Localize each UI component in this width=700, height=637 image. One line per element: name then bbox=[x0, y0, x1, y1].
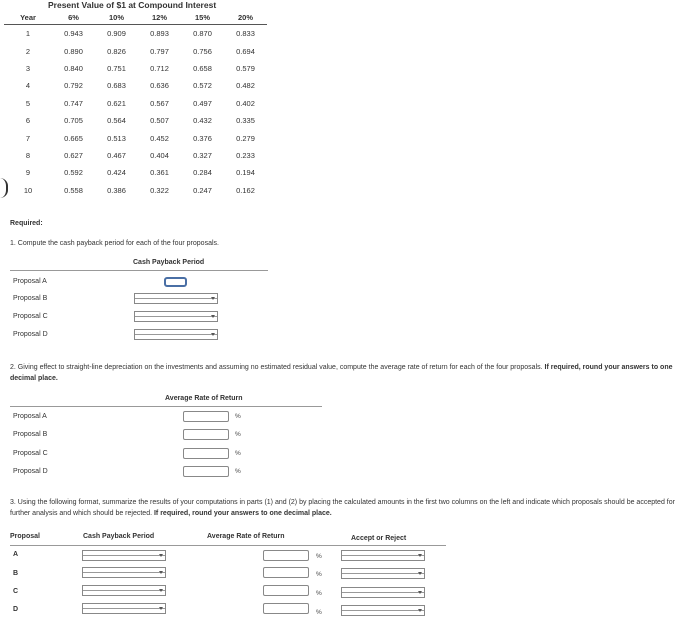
part1-proposal-a-input[interactable] bbox=[164, 277, 187, 287]
pv-cell: 0.694 bbox=[236, 46, 255, 56]
pv-cell: 4 bbox=[25, 81, 31, 91]
part1-proposal-c-label: Proposal C bbox=[13, 313, 48, 320]
part3-row-a-pct: % bbox=[316, 553, 322, 560]
part2-proposal-d-label: Proposal D bbox=[13, 468, 48, 475]
table-row bbox=[4, 77, 267, 94]
part3-row-c-accept-reject-select[interactable] bbox=[341, 587, 425, 598]
pv-header-12: 12% bbox=[138, 10, 181, 25]
part3-row-d-average-rate-input[interactable] bbox=[263, 603, 309, 614]
part3-row-c-pct: % bbox=[316, 590, 322, 597]
pv-cell: 0.497 bbox=[193, 98, 212, 108]
part3-header-average-rate: Average Rate of Return bbox=[207, 533, 285, 540]
pv-cell: 0.482 bbox=[236, 81, 255, 91]
pv-cell: 0.432 bbox=[193, 116, 212, 126]
part2-proposal-d-input[interactable] bbox=[183, 466, 229, 477]
pv-header-20: 20% bbox=[224, 10, 267, 25]
part1-question: 1. Compute the cash payback period for each of the four proposals. bbox=[10, 240, 219, 247]
pv-cell: 0.233 bbox=[236, 150, 255, 160]
part3-header-divider bbox=[10, 545, 446, 546]
part2-question bbox=[10, 362, 690, 384]
part3-header-proposal: Proposal bbox=[10, 533, 40, 540]
table-row bbox=[4, 182, 267, 199]
pv-header-year: Year bbox=[4, 10, 52, 25]
part1-proposal-b-label: Proposal B bbox=[13, 295, 48, 302]
pv-cell: 0.683 bbox=[107, 81, 126, 91]
part3-rounding-note: If required, round your answers to one decimal place. bbox=[153, 510, 332, 517]
pv-cell: 0.592 bbox=[64, 168, 83, 178]
table-row bbox=[4, 129, 267, 146]
part2-proposal-a-label: Proposal A bbox=[13, 413, 47, 420]
pv-cell: 0.467 bbox=[107, 150, 126, 160]
part3-row-b-average-rate-input[interactable] bbox=[263, 567, 309, 578]
pv-cell: 0.579 bbox=[236, 63, 255, 73]
pv-cell: 3 bbox=[25, 63, 31, 73]
pv-cell: 0.627 bbox=[64, 150, 83, 160]
part2-proposal-c-pct: % bbox=[235, 450, 241, 457]
part2-proposal-b-input[interactable] bbox=[183, 429, 229, 440]
pv-cell: 0.452 bbox=[150, 133, 169, 143]
part3-row-a-label: A bbox=[13, 551, 19, 558]
part3-row-d-cash-payback-select[interactable] bbox=[82, 603, 166, 614]
pv-cell: 0.361 bbox=[150, 168, 169, 178]
pv-cell: 0.386 bbox=[107, 185, 126, 195]
pv-cell: 0.658 bbox=[193, 63, 212, 73]
pv-cell: 0.194 bbox=[236, 168, 255, 178]
pv-cell: 2 bbox=[25, 46, 31, 56]
part3-row-c-cash-payback-select[interactable] bbox=[82, 585, 166, 596]
part2-column-header: Average Rate of Return bbox=[165, 395, 243, 402]
pv-cell: 0.712 bbox=[150, 63, 169, 73]
part2-header-divider bbox=[10, 406, 322, 407]
part1-proposal-c-select[interactable] bbox=[134, 311, 218, 322]
pv-cell: 0.564 bbox=[107, 116, 126, 126]
table-row bbox=[4, 25, 267, 43]
part3-row-d-accept-reject-select[interactable] bbox=[341, 605, 425, 616]
part3-row-b-label: B bbox=[13, 570, 19, 577]
pv-cell: 0.279 bbox=[236, 133, 255, 143]
pv-header-6: 6% bbox=[52, 10, 95, 25]
part2-proposal-c-label: Proposal C bbox=[13, 450, 48, 457]
pv-cell: 0.893 bbox=[150, 29, 169, 39]
pv-cell: 0.826 bbox=[107, 46, 126, 56]
pv-cell: 0.747 bbox=[64, 98, 83, 108]
pv-cell: 9 bbox=[25, 168, 31, 178]
pv-cell: 0.327 bbox=[193, 150, 212, 160]
pv-header-10: 10% bbox=[95, 10, 138, 25]
part2-proposal-c-input[interactable] bbox=[183, 448, 229, 459]
pv-cell: 10 bbox=[23, 185, 33, 195]
pv-cell: 6 bbox=[25, 116, 31, 126]
pv-cell: 1 bbox=[25, 29, 31, 39]
pv-cell: 7 bbox=[25, 133, 31, 143]
table-row bbox=[4, 42, 267, 59]
pv-cell: 0.335 bbox=[236, 116, 255, 126]
pv-cell: 0.636 bbox=[150, 81, 169, 91]
pv-cell: 0.705 bbox=[64, 116, 83, 126]
part3-row-c-label: C bbox=[13, 588, 19, 595]
part1-column-header: Cash Payback Period bbox=[133, 259, 205, 266]
pv-cell: 0.424 bbox=[107, 168, 126, 178]
table-row bbox=[4, 95, 267, 112]
pv-cell: 0.558 bbox=[64, 185, 83, 195]
pv-table-title: Present Value of $1 at Compound Interest bbox=[48, 0, 217, 10]
pv-cell: 8 bbox=[25, 150, 31, 160]
pv-cell: 0.162 bbox=[236, 185, 255, 195]
pv-table-header-row bbox=[4, 10, 267, 25]
part1-proposal-a-label: Proposal A bbox=[13, 278, 47, 285]
table-row bbox=[4, 112, 267, 129]
pv-cell: 0.572 bbox=[193, 81, 212, 91]
pv-cell: 0.247 bbox=[193, 185, 212, 195]
table-row bbox=[4, 147, 267, 164]
part2-rounding-note: If required, round your answers to one decimal place. bbox=[10, 364, 673, 382]
part2-proposal-d-pct: % bbox=[235, 468, 241, 475]
pv-cell: 0.751 bbox=[107, 63, 126, 73]
table-row bbox=[4, 60, 267, 77]
part2-proposal-a-pct: % bbox=[235, 413, 241, 420]
part3-row-a-accept-reject-select[interactable] bbox=[341, 550, 425, 561]
pv-cell: 0.909 bbox=[107, 29, 126, 39]
pv-cell: 0.870 bbox=[193, 29, 212, 39]
pv-cell: 0.402 bbox=[236, 98, 255, 108]
part1-proposal-d-label: Proposal D bbox=[13, 331, 48, 338]
part1-proposal-d-select[interactable] bbox=[134, 329, 218, 340]
part1-header-divider bbox=[10, 270, 268, 271]
part2-question-text: 2. Giving effect to straight-line depreciation on the investments and assuming no estimated residual value, compute the average rate of return for each of the four proposals. bbox=[10, 364, 543, 371]
pv-cell: 0.792 bbox=[64, 81, 83, 91]
part2-proposal-b-label: Proposal B bbox=[13, 431, 48, 438]
pv-cell: 0.621 bbox=[107, 98, 126, 108]
pv-cell: 0.404 bbox=[150, 150, 169, 160]
part1-proposal-b-select[interactable] bbox=[134, 293, 218, 304]
pv-cell: 0.890 bbox=[64, 46, 83, 56]
part3-row-a-average-rate-input[interactable] bbox=[263, 550, 309, 561]
pv-cell: 0.507 bbox=[150, 116, 169, 126]
part2-proposal-b-pct: % bbox=[235, 431, 241, 438]
part3-row-d-pct: % bbox=[316, 609, 322, 616]
part3-header-cash-payback: Cash Payback Period bbox=[83, 533, 155, 540]
pv-cell: 0.797 bbox=[150, 46, 169, 56]
required-label: Required: bbox=[10, 220, 43, 227]
pv-cell: 0.833 bbox=[236, 29, 255, 39]
part3-row-c-average-rate-input[interactable] bbox=[263, 585, 309, 596]
pv-cell: 0.513 bbox=[107, 133, 126, 143]
pv-cell: 0.322 bbox=[150, 185, 169, 195]
pv-header-15: 15% bbox=[181, 10, 224, 25]
part3-row-b-cash-payback-select[interactable] bbox=[82, 567, 166, 578]
pv-cell: 5 bbox=[25, 98, 31, 108]
part3-question bbox=[10, 497, 692, 519]
pv-cell: 0.756 bbox=[193, 46, 212, 56]
pv-cell: 0.376 bbox=[193, 133, 212, 143]
pv-cell: 0.665 bbox=[64, 133, 83, 143]
pv-cell: 0.943 bbox=[64, 29, 83, 39]
part3-row-a-cash-payback-select[interactable] bbox=[82, 550, 166, 561]
pv-cell: 0.840 bbox=[64, 63, 83, 73]
pv-cell: 0.284 bbox=[193, 168, 212, 178]
part3-row-b-accept-reject-select[interactable] bbox=[341, 568, 425, 579]
part3-row-b-pct: % bbox=[316, 571, 322, 578]
present-value-table bbox=[4, 10, 267, 199]
table-row bbox=[4, 164, 267, 181]
pv-cell: 0.567 bbox=[150, 98, 169, 108]
part3-header-accept-reject: Accept or Reject bbox=[351, 535, 407, 542]
part2-proposal-a-input[interactable] bbox=[183, 411, 229, 422]
part3-row-d-label: D bbox=[13, 606, 19, 613]
part3-question-text: 3. Using the following format, summarize the results of your computations in parts (1) and (2) by placing the calculated amounts in the first two columns on the left and indicate which proposals should be accepted for further analysis and which should be rejected. bbox=[10, 499, 675, 517]
